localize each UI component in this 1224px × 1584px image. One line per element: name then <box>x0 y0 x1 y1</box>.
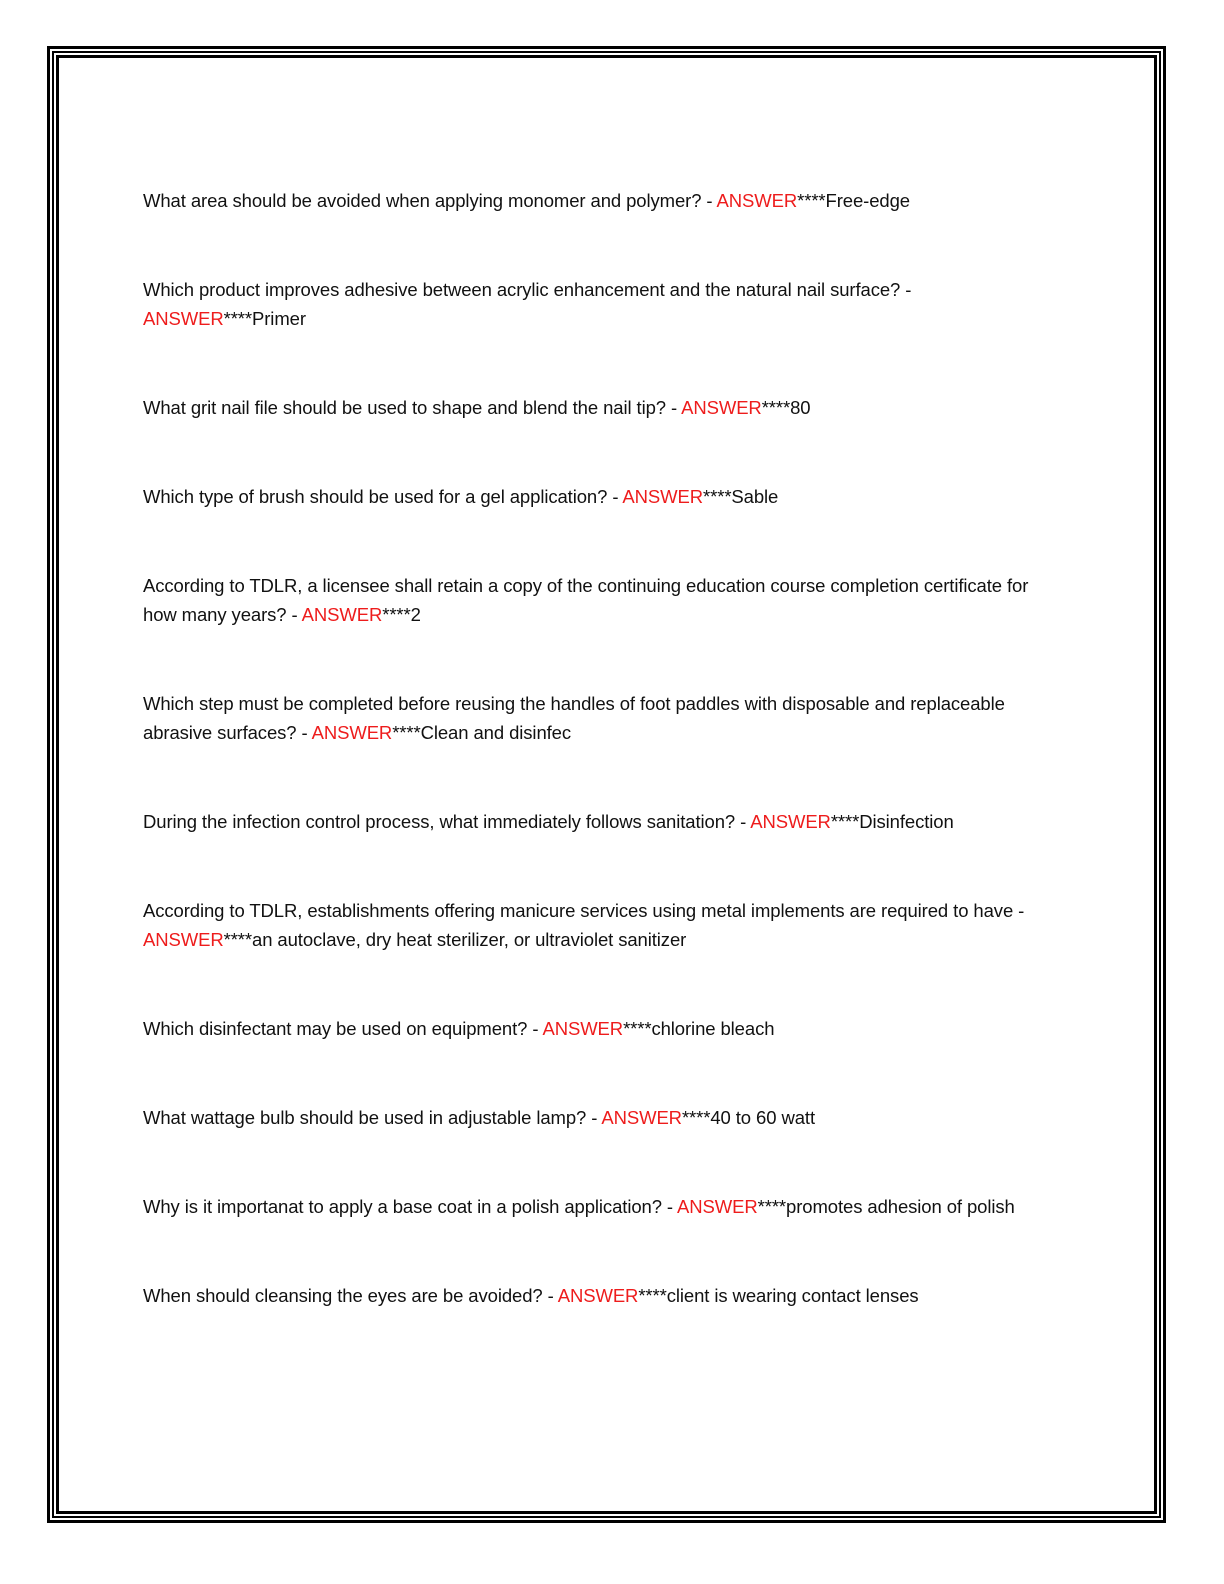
qa-item <box>143 1281 1063 1310</box>
answer-tag: ANSWER <box>677 1196 758 1217</box>
answer-tag: ANSWER <box>301 604 383 625</box>
question-text: According to TDLR, a licensee shall retain a copy of the continuing education course completion certificate for how many years? - <box>143 575 1029 625</box>
question-text: Why is it importanat to apply a base coat in a polish application? - <box>143 1196 678 1217</box>
question-text: According to TDLR, establishments offering manicure services using metal implements are required to have - <box>143 900 1025 921</box>
qa-list <box>143 186 1063 1370</box>
qa-item <box>143 571 1063 629</box>
answer-text: ****promotes adhesion of polish <box>757 1196 1015 1217</box>
answer-tag: ANSWER <box>750 811 831 832</box>
answer-text: ****40 to 60 watt <box>681 1107 815 1128</box>
qa-item <box>143 482 1063 511</box>
answer-text: ****80 <box>761 397 811 418</box>
answer-text: ****chlorine bleach <box>623 1018 775 1039</box>
answer-tag: ANSWER <box>557 1285 639 1306</box>
answer-tag: ANSWER <box>143 308 224 329</box>
answer-tag: ANSWER <box>311 722 393 743</box>
qa-item <box>143 807 1063 836</box>
question-text: When should cleansing the eyes are be avoided? - <box>143 1285 558 1306</box>
answer-text: ****Primer <box>223 308 306 329</box>
qa-item <box>143 896 1063 954</box>
question-text: During the infection control process, what immediately follows sanitation? - <box>143 811 751 832</box>
answer-text: ****2 <box>382 604 421 625</box>
answer-tag: ANSWER <box>542 1018 624 1039</box>
qa-item <box>143 186 1063 215</box>
answer-tag: ANSWER <box>681 397 762 418</box>
answer-text: ****an autoclave, dry heat sterilizer, or ultraviolet sanitizer <box>223 929 687 950</box>
question-text: What area should be avoided when applying monomer and polymer? - <box>143 190 717 211</box>
answer-tag: ANSWER <box>143 929 224 950</box>
qa-item <box>143 1192 1063 1221</box>
question-text: Which type of brush should be used for a gel application? - <box>143 486 623 507</box>
question-text: Which disinfectant may be used on equipment? - <box>143 1018 543 1039</box>
answer-text: ****Clean and disinfec <box>392 722 572 743</box>
question-text: What grit nail file should be used to shape and blend the nail tip? - <box>143 397 682 418</box>
answer-tag: ANSWER <box>622 486 704 507</box>
answer-text: ****client is wearing contact lenses <box>638 1285 919 1306</box>
qa-item <box>143 393 1063 422</box>
qa-item <box>143 275 1063 333</box>
answer-tag: ANSWER <box>716 190 798 211</box>
question-text: Which product improves adhesive between acrylic enhancement and the natural nail surface? - <box>143 279 912 300</box>
answer-text: ****Sable <box>703 486 779 507</box>
qa-item <box>143 1014 1063 1043</box>
answer-tag: ANSWER <box>601 1107 682 1128</box>
question-text: What wattage bulb should be used in adjustable lamp? - <box>143 1107 602 1128</box>
qa-item <box>143 1103 1063 1132</box>
answer-text: ****Free-edge <box>797 190 910 211</box>
answer-text: ****Disinfection <box>830 811 954 832</box>
question-text: Which step must be completed before reusing the handles of foot paddles with disposable and replaceable abrasive surfaces? - <box>143 693 1005 743</box>
qa-item <box>143 689 1063 747</box>
